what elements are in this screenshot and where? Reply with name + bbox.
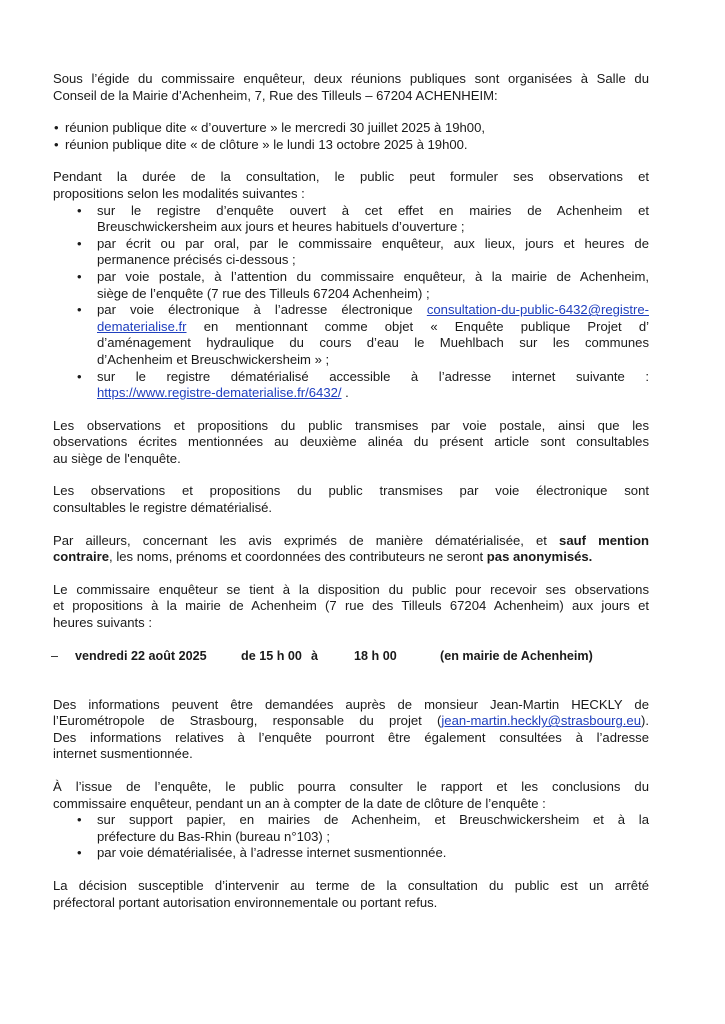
list-item <box>53 302 649 368</box>
list-item <box>53 269 649 302</box>
list-item <box>53 845 649 862</box>
text-line: Des informations peuvent être demandées auprès de monsieur Jean-Martin HECKLY de <box>53 696 649 712</box>
text-line <box>97 302 649 319</box>
text-line <box>53 713 649 730</box>
text-line: préfectoral portant autorisation environnementale ou portant refus. <box>53 894 438 910</box>
text-line <box>97 385 649 402</box>
text-line <box>97 319 649 336</box>
text-line: • sur le registre d’enquête ouvert à cet effet en mairies de Achenheim et <box>97 202 649 218</box>
email-link[interactable]: consultation-du-public-6432@registre- <box>426 302 650 318</box>
text-line: La décision susceptible d’intervenir au terme de la consultation du public est un arrêté <box>53 877 649 893</box>
modalites-list <box>53 203 649 402</box>
text-fragment: l’Eurométropole de Strasbourg, responsable du projet ( <box>53 713 442 729</box>
text-line: siège de l’enquête (7 rue des Tilleuls 67204 Achenheim) ; <box>97 285 430 301</box>
postale-paragraph <box>53 418 649 468</box>
bold-text: pas anonymisés. <box>486 549 593 565</box>
bold-text: contraire <box>53 549 110 565</box>
list-item <box>53 203 649 236</box>
text-line: Des informations relatives à l’enquête pourront être également consultées à l’adresse <box>53 729 649 745</box>
text-line: propositions selon les modalités suivantes : <box>53 185 305 201</box>
meetings-list <box>53 120 649 153</box>
text-line: • par voie dématérialisée, à l’adresse internet susmentionnée. <box>97 845 447 861</box>
text-line: À l’issue de l’enquête, le public pourra consulter le rapport et les conclusions du <box>53 779 649 794</box>
text-line: Les observations et propositions du public transmises par voie postale, ainsi que les <box>53 417 649 433</box>
permanence-a: à <box>311 648 319 663</box>
text-line: Breuschwickersheim aux jours et heures habituels d’ouverture ; <box>97 219 465 235</box>
rapport-list <box>53 812 649 862</box>
text-line: Conseil de la Mairie d’Achenheim, 7, Rue des Tilleuls – 67204 ACHENHEIM: <box>53 87 498 103</box>
electronique-paragraph <box>53 483 649 516</box>
text-line: • par voie postale, à l’attention du commissaire enquêteur, à la mairie de Achenheim, <box>97 268 649 284</box>
document-page <box>53 71 649 911</box>
text-line: observations écrites mentionnées au deuxième alinéa du présent article sont consultables <box>53 434 649 450</box>
text-line: et propositions à la mairie de Achenheim (7 rue des Tilleuls 67204 Achenheim) aux jours et <box>53 598 649 614</box>
text-fragment: par voie électronique à l’adresse électronique <box>97 302 413 318</box>
text-line: permanence précisés ci-dessous ; <box>97 252 296 268</box>
bold-text: sauf mention <box>559 532 649 548</box>
text-line: • sur le registre dématérialisé accessible à l’adresse internet suivante : <box>97 368 649 384</box>
text-line: Pendant la durée de la consultation, le public peut formuler ses observations et <box>53 169 649 185</box>
permanence-dash: – <box>51 648 59 663</box>
text-line: internet susmentionnée. <box>53 746 193 762</box>
permanence-end: 18 h 00 <box>354 648 397 663</box>
text-line <box>53 549 649 566</box>
list-item <box>53 812 649 845</box>
email-link[interactable]: dematerialise.fr <box>97 318 187 334</box>
text-line: au siège de l'enquête. <box>53 450 181 466</box>
permanence-date: vendredi 22 août 2025 <box>75 648 207 663</box>
text-fragment: , les noms, prénoms et coordonnées des contributeurs ne seront <box>109 549 484 565</box>
list-item: • réunion publique dite « de clôture » le lundi 13 octobre 2025 à 19h00. <box>53 137 649 154</box>
text-line: d’Achenheim et Breuschwickersheim » ; <box>97 351 330 367</box>
text-fragment: . <box>341 385 349 401</box>
intro-paragraph <box>53 71 649 104</box>
text-fragment: ). <box>641 713 649 729</box>
text-fragment: Par ailleurs, concernant les avis exprimés de manière dématérialisée, et <box>53 532 547 548</box>
permanence-start: de 15 h 00 <box>241 648 302 663</box>
avis-paragraph <box>53 533 649 566</box>
permanence-place: (en mairie de Achenheim) <box>440 648 593 663</box>
text-line: Les observations et propositions du public transmises par voie électronique sont <box>53 483 649 499</box>
registre-link[interactable]: https://www.registre-dematerialise.fr/6432/ <box>97 385 342 401</box>
text-fragment: en mentionnant comme objet « Enquête publique Projet d’ <box>203 318 650 334</box>
list-item <box>53 369 649 402</box>
contact-email-link[interactable]: jean-martin.heckly@strasbourg.eu <box>441 713 641 729</box>
text-line: Le commissaire enquêteur se tient à la disposition du public pour recevoir ses observations <box>53 581 649 597</box>
text-line: d’aménagement hydraulique du cours d’eau le Muehlbach sur les communes <box>97 335 649 351</box>
permanence-row <box>53 648 649 665</box>
text-line: heures suivants : <box>53 615 152 631</box>
text-line: préfecture du Bas-Rhin (bureau n°103) ; <box>97 828 331 844</box>
text-line <box>53 533 649 550</box>
issue-paragraph <box>53 779 649 812</box>
infos-paragraph <box>53 697 649 763</box>
text-line: Sous l’égide du commissaire enquêteur, deux réunions publiques sont organisées à Salle du <box>53 71 649 86</box>
list-item <box>53 236 649 269</box>
text-line: • sur support papier, en mairies de Achenheim, et Breuschwickersheim et à la <box>97 812 649 828</box>
commissaire-paragraph <box>53 582 649 632</box>
decision-paragraph <box>53 878 649 911</box>
text-line: commissaire enquêteur, pendant un an à compter de la date de clôture de l’enquête : <box>53 795 546 811</box>
text-line: • par écrit ou par oral, par le commissaire enquêteur, aux lieux, jours et heures de <box>97 235 649 251</box>
list-item: • réunion publique dite « d’ouverture » le mercredi 30 juillet 2025 à 19h00, <box>53 120 649 137</box>
consultation-paragraph <box>53 169 649 202</box>
text-line: consultables le registre dématérialisé. <box>53 500 273 516</box>
